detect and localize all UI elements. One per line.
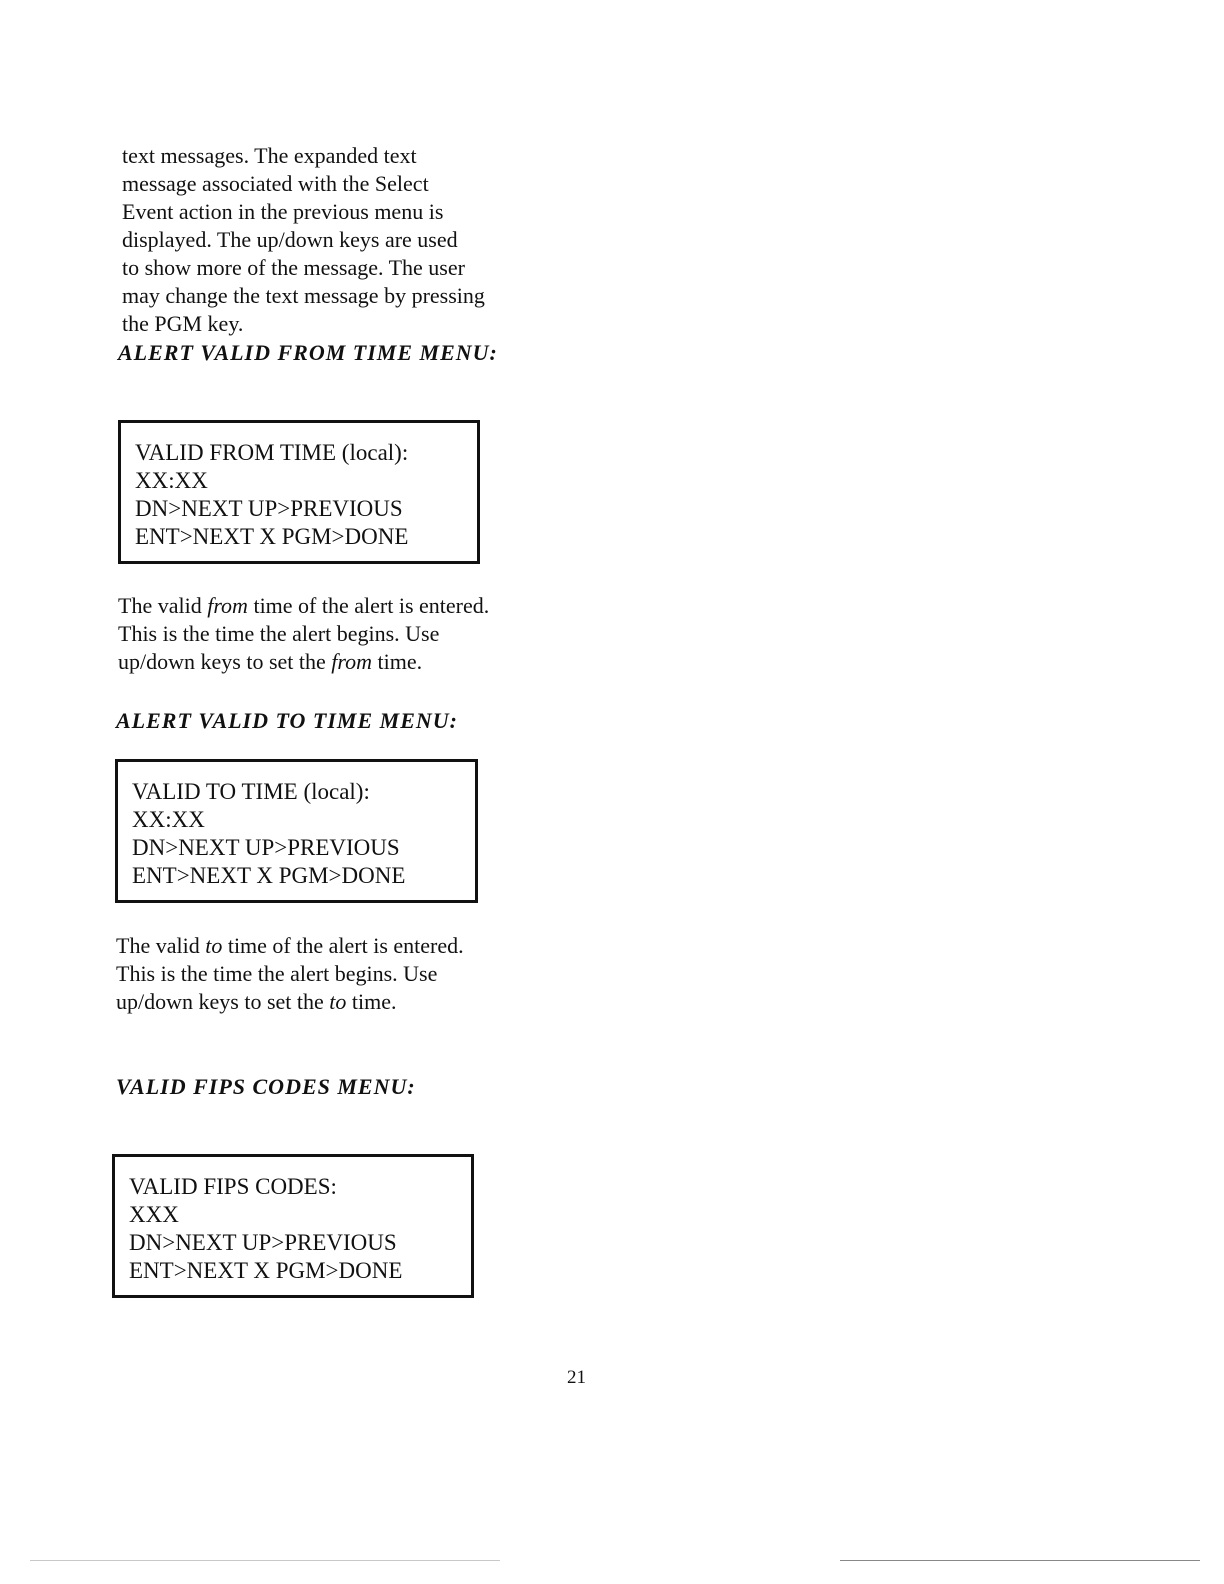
- to-time-menu-heading: ALERT VALID TO TIME MENU:: [116, 708, 459, 733]
- intro-line: Event action in the previous menu is: [122, 199, 444, 224]
- fips-codes-menu-screen: [112, 1154, 474, 1298]
- description-line: up/down keys to set the from time.: [118, 649, 423, 674]
- screen-line-actions: ENT>NEXT X PGM>DONE: [132, 863, 406, 888]
- screen-line-title: VALID FIPS CODES:: [129, 1174, 337, 1199]
- to-time-menu-screen: [115, 759, 478, 903]
- description-line: This is the time the alert begins. Use: [116, 961, 438, 986]
- from-time-menu-screen: [118, 420, 480, 564]
- screen-line-nav: DN>NEXT UP>PREVIOUS: [132, 835, 400, 860]
- from-time-description: [118, 592, 489, 676]
- to-time-description: [116, 932, 464, 1016]
- screen-line-title: VALID TO TIME (local):: [132, 779, 370, 804]
- fips-codes-menu-heading: VALID FIPS CODES MENU:: [116, 1074, 416, 1099]
- screen-line-title: VALID FROM TIME (local):: [135, 440, 409, 465]
- intro-line: the PGM key.: [122, 311, 244, 336]
- from-time-menu-heading: ALERT VALID FROM TIME MENU:: [118, 340, 498, 365]
- screen-line-value: XXX: [129, 1202, 179, 1227]
- screen-line-nav: DN>NEXT UP>PREVIOUS: [129, 1230, 397, 1255]
- description-line: This is the time the alert begins. Use: [118, 621, 440, 646]
- screen-line-actions: ENT>NEXT X PGM>DONE: [129, 1258, 403, 1283]
- screen-line-value: XX:XX: [132, 807, 205, 832]
- intro-line: displayed. The up/down keys are used: [122, 227, 458, 252]
- scan-artifact-line: [30, 1560, 500, 1561]
- scan-artifact-line: [840, 1560, 1200, 1561]
- description-line: up/down keys to set the to time.: [116, 989, 397, 1014]
- page-number: 21: [567, 1367, 586, 1388]
- screen-line-value: XX:XX: [135, 468, 208, 493]
- intro-line: may change the text message by pressing: [122, 283, 485, 308]
- description-line: The valid from time of the alert is entered.: [118, 593, 490, 618]
- screen-line-nav: DN>NEXT UP>PREVIOUS: [135, 496, 403, 521]
- screen-line-actions: ENT>NEXT X PGM>DONE: [135, 524, 409, 549]
- intro-line: text messages. The expanded text: [122, 143, 417, 168]
- description-line: The valid to time of the alert is entered.: [116, 933, 464, 958]
- intro-paragraph: [122, 142, 485, 338]
- intro-line: message associated with the Select: [122, 171, 429, 196]
- intro-line: to show more of the message. The user: [122, 255, 465, 280]
